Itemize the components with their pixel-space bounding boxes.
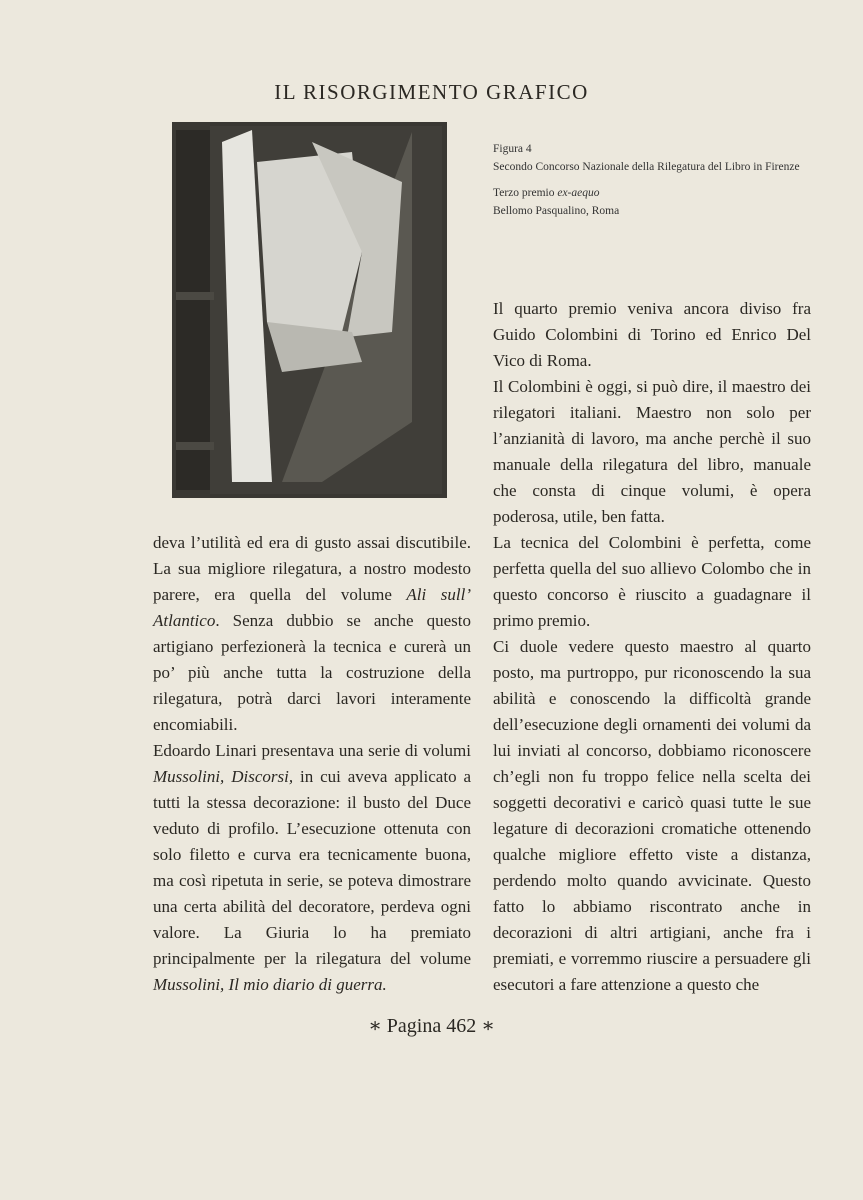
caption-competition: Secondo Concorso Nazionale della Rilegatura del Libro in Firenze — [493, 161, 800, 173]
caption-author: Bellomo Pasqualino, Roma — [493, 205, 620, 217]
book-binding-photo — [172, 122, 447, 498]
right-paragraph-3: La tecnica del Colombini è perfetta, come perfetta quella del suo allievo Colombo che in questo concorso è riuscito a guadagnare il primo premio. — [493, 533, 811, 630]
left-column — [153, 530, 471, 998]
left-paragraph-1: deva l’utilità ed era di gusto assai discutibile. La sua migliore rilegatura, a nostro modesto parere, era quella del volume Ali sull’ Atlantico. Senza dubbio se anche questo artigiano perfezionerà la tecnica e curerà un po’ più anche tutta la costruzione della rilegatura, potrà darci lavori interamente encomiabili. — [153, 533, 471, 734]
left-paragraph-2: Edoardo Linari presentava una serie di volumi Mussolini, Discorsi, in cui aveva applicato a tutti la stessa decorazione: il busto del Duce veduto di profilo. L’esecuzione ottenuta con solo filetto e curva era tecnicamente buona, ma così ripetuta in serie, se poteva dimostrare una certa abilità del decoratore, perdeva ogni valore. La Giuria lo ha premiato principalmente per la rilegatura del volume Mussolini, Il mio diario di guerra. — [153, 741, 471, 994]
right-paragraph-4: Ci duole vedere questo maestro al quarto posto, ma purtroppo, pur riconoscendo la sua abilità e conoscendo la difficoltà grande dell’esecuzione degli ornamenti dei volumi da lui inviati al concorso, dobbiamo riconoscere ch’egli non fu troppo felice nella scelta dei soggetti decorativi e caricò quasi tutte le sue legature di decorazioni cromatiche ottenendo qualche migliore effetto viste a distanza, perdendo molto quando avvicinate. Questo fatto lo abbiamo riscontrato anche in decorazioni di altri artigiani, anche fra i premiati, e vorremmo riuscire a persuadere gli esecutori a fare attenzione a questo che — [493, 637, 811, 994]
caption-prize: Terzo premio ex-aequo — [493, 187, 600, 199]
page-number: ∗ Pagina 462 ∗ — [368, 1015, 495, 1037]
right-paragraph-1: Il quarto premio veniva ancora diviso fra Guido Colombini di Torino ed Enrico Del Vico di Roma. — [493, 299, 811, 370]
book-spine — [176, 130, 214, 490]
caption-label: Figura 4 — [493, 143, 532, 155]
page-header: IL RISORGIMENTO GRAFICO — [274, 80, 589, 104]
right-column — [493, 296, 811, 998]
right-paragraph-2: Il Colombini è oggi, si può dire, il maestro dei rilegatori italiani. Maestro non solo per l’anzianità di lavoro, ma anche perchè il suo manuale della rilegatura del libro, manuale che consta di cinque volumi, è opera poderosa, utile, ben fatta. — [493, 377, 811, 526]
figure-caption — [493, 140, 823, 220]
